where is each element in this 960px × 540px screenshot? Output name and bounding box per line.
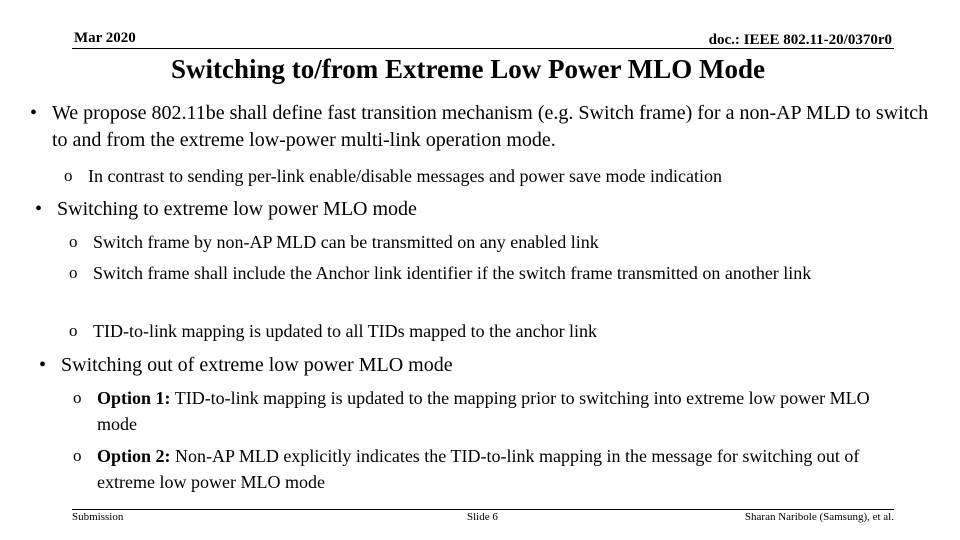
footer-submission: Submission [72,511,124,523]
sub-bullet-text: Switch frame shall include the Anchor link identifier if the switch frame transmitted on another link [93,263,812,283]
bullet-3-sub-2 [73,443,897,495]
sub-bullet-marker: o [69,263,78,282]
header-date: Mar 2020 [74,30,136,46]
option-label: Option 1: [97,388,171,408]
bullet-marker: • [35,198,43,220]
footer-author: Sharan Naribole (Samsung), et al. [744,511,894,523]
bullet-marker: • [30,102,38,124]
bullet-text: We propose 802.11be shall define fast transition mechanism (e.g. Switch frame) for a non-AP MLD to switch to and from the extreme low-power multi-link operation mode. [52,102,929,151]
bullet-2-sub-3 [69,318,873,344]
sub-bullet-text: TID-to-link mapping is updated to the mapping prior to switching into extreme low power MLO mode [97,388,870,434]
slide-title: Switching to/from Extreme Low Power MLO Mode [171,54,765,84]
sub-bullet-marker: o [73,446,82,465]
bullet-marker: • [39,354,47,376]
footer-slide-number: Slide 6 [467,511,498,523]
bullet-1 [30,100,932,154]
sub-bullet-marker: o [69,321,78,340]
bullet-3 [39,352,921,379]
bullet-2-sub-1 [69,229,873,255]
footer-divider [72,509,894,510]
sub-bullet-text: Non-AP MLD explicitly indicates the TID-to-link mapping in the message for switching out of extreme low power MLO mode [97,446,860,492]
header-doc-id: doc.: IEEE 802.11-20/0370r0 [708,32,892,48]
bullet-text: Switching out of extreme low power MLO mode [61,354,453,376]
option-label: Option 2: [97,446,171,466]
header-divider [72,48,894,49]
bullet-2 [35,196,917,223]
bullet-1-sub-1 [64,163,908,189]
sub-bullet-marker: o [73,388,82,407]
sub-bullet-text: In contrast to sending per-link enable/disable messages and power save mode indication [88,166,722,186]
sub-bullet-marker: o [64,166,73,185]
bullet-3-sub-1 [73,385,897,437]
bullet-2-sub-2 [69,260,873,286]
sub-bullet-marker: o [69,232,78,251]
sub-bullet-text: Switch frame by non-AP MLD can be transmitted on any enabled link [93,232,599,252]
bullet-text: Switching to extreme low power MLO mode [57,198,417,220]
sub-bullet-text: TID-to-link mapping is updated to all TIDs mapped to the anchor link [93,321,598,341]
